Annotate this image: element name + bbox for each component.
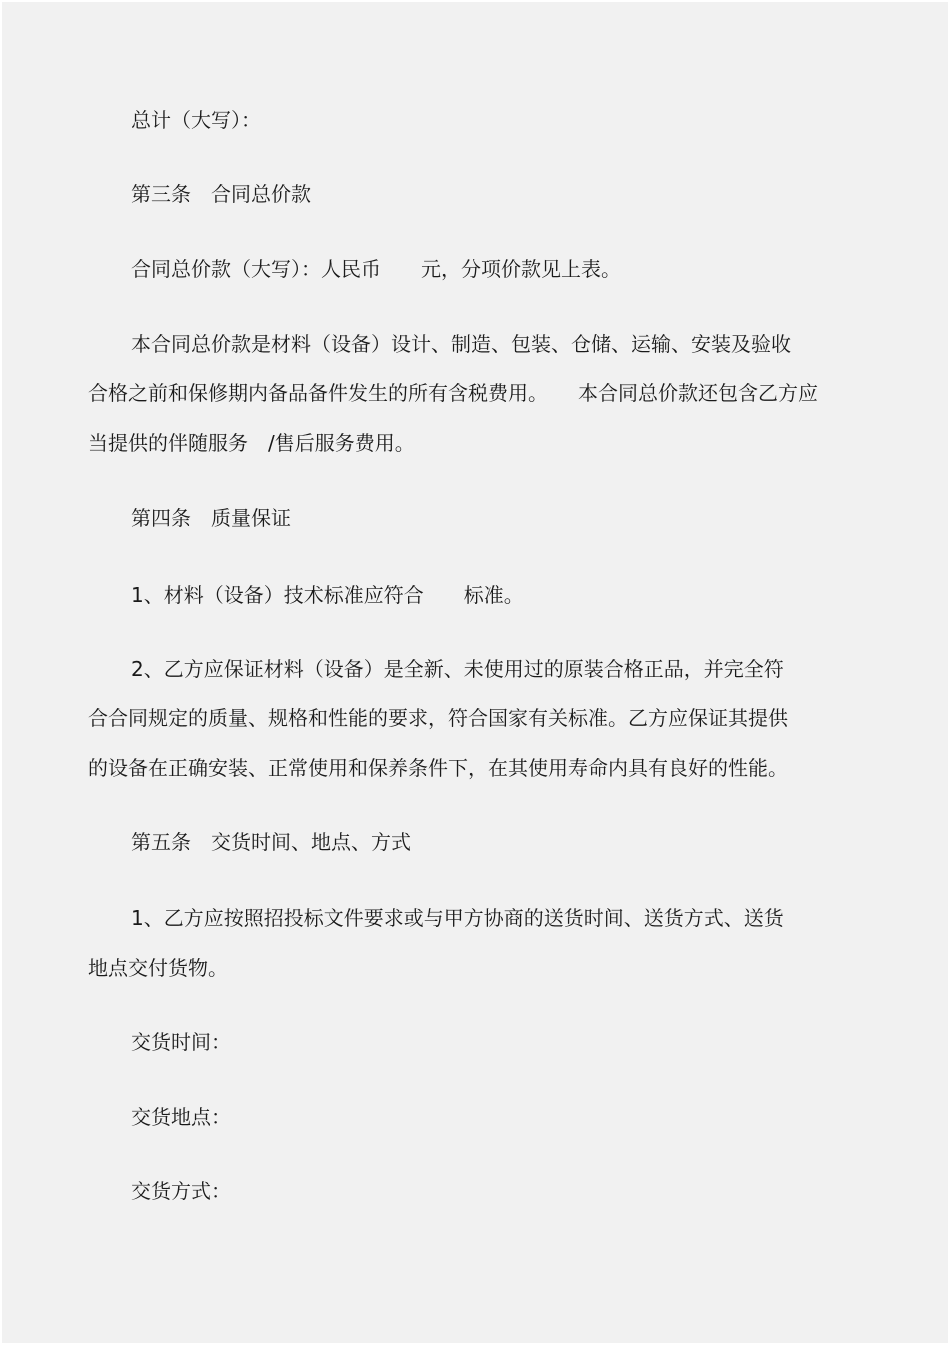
price-scope-line-3: 当提供的伴随服务 /售后服务费用。	[88, 431, 415, 455]
quality-item-2-line-1: 2、乙方应保证材料（设备）是全新、未使用过的原装合格正品，并完全符	[131, 657, 784, 681]
quality-item-2-line-2: 合合同规定的质量、规格和性能的要求，符合国家有关标准。乙方应保证其提供	[88, 706, 788, 730]
delivery-place-label: 交货地点：	[131, 1105, 231, 1129]
quality-item-2-line-3: 的设备在正确安装、正常使用和保养条件下，在其使用寿命内具有良好的性能。	[88, 756, 788, 780]
delivery-item-1-line-1: 1、乙方应按照招投标文件要求或与甲方协商的送货时间、送货方式、送货	[131, 906, 784, 930]
article-5-heading: 第五条 交货时间、地点、方式	[131, 830, 411, 854]
delivery-item-1-line-2: 地点交付货物。	[88, 956, 228, 980]
total-capital-label: 总计（大写）：	[131, 108, 261, 132]
delivery-time-label: 交货时间：	[131, 1030, 231, 1054]
document-page	[2, 2, 948, 1343]
quality-item-1: 1、材料（设备）技术标准应符合 标准。	[131, 583, 524, 607]
article-4-heading: 第四条 质量保证	[131, 506, 291, 530]
price-scope-line-1: 本合同总价款是材料（设备）设计、制造、包装、仓储、运输、安装及验收	[131, 332, 791, 356]
article-3-heading: 第三条 合同总价款	[131, 182, 311, 206]
delivery-method-label: 交货方式：	[131, 1179, 231, 1203]
total-price-line: 合同总价款（大写）：人民币 元，分项价款见上表。	[131, 257, 621, 281]
price-scope-line-2: 合格之前和保修期内备品备件发生的所有含税费用。 本合同总价款还包含乙方应	[88, 381, 818, 405]
